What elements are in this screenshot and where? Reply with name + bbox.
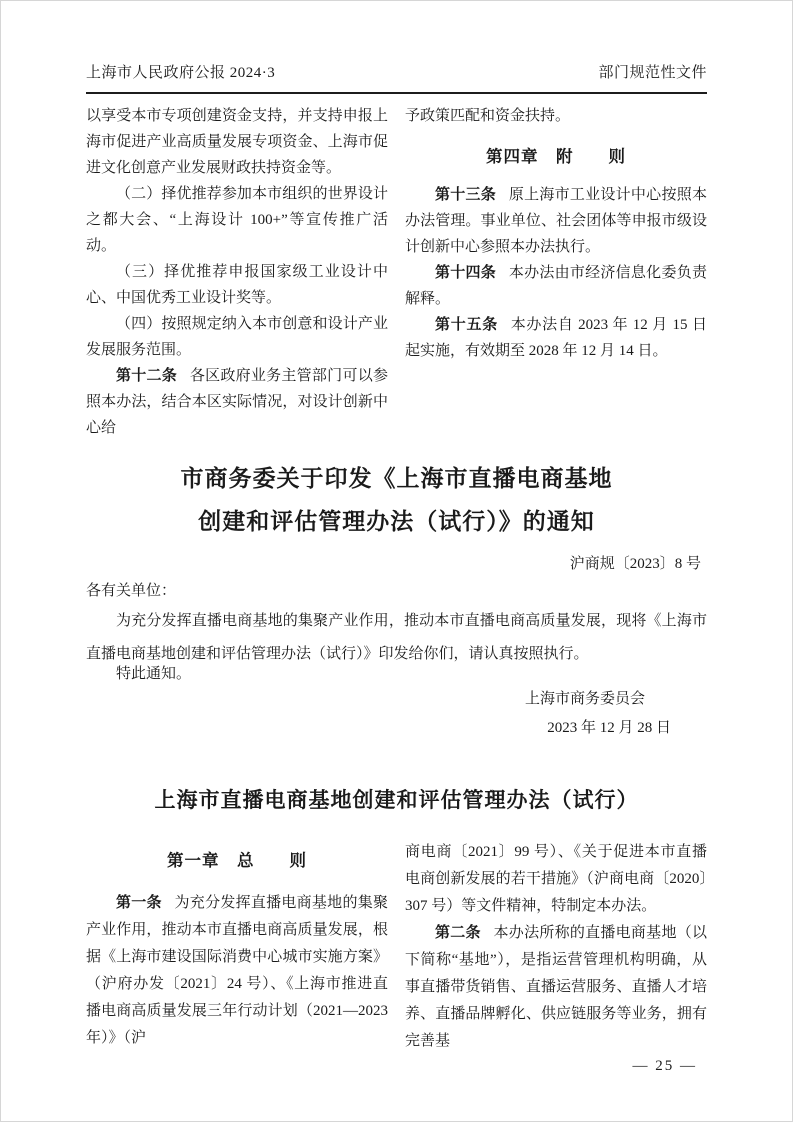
article-text: 本办法所称的直播电商基地（以下简称“基地”），是指运营管理机构明确，从事直播带货销售、直播运营服务、直播人才培养、直播品牌孵化、供应链服务等业务，拥有完善基 <box>405 925 707 1049</box>
paragraph: 商电商〔2021〕99 号）、《关于促进本市直播电商创新发展的若干措施》（沪商电商〔2020〕307 号）等文件精神，特制定本办法。 <box>405 844 707 914</box>
paragraph <box>86 890 388 1052</box>
page-header <box>86 61 707 94</box>
right-column <box>405 103 707 441</box>
paragraph: （二）择优推荐参加本市组织的世界设计之都大会、“上海设计 100+”等宣传推广活动。 <box>86 186 388 254</box>
paragraph: 以享受本市专项创建资金支持，并支持申报上海市促进产业高质量发展专项资金、上海市促进文化创意产业发展财政扶持资金等。 <box>86 108 388 176</box>
salutation: 各有关单位： <box>86 583 177 599</box>
notice-title <box>86 457 707 543</box>
paragraph <box>405 312 707 364</box>
left-column <box>86 839 388 1075</box>
paragraph <box>405 182 707 260</box>
article-number: 第一条 <box>116 895 162 911</box>
signer-name: 上海市商务委员会 <box>524 691 645 707</box>
article-number: 第二条 <box>435 925 481 941</box>
paragraph <box>86 363 388 441</box>
left-column <box>86 103 388 441</box>
article-text: 本办法自 2023 年 12 月 15 日起实施，有效期至 2028 年 12 月 14 日。 <box>405 317 707 359</box>
article-number: 第十四条 <box>435 265 497 281</box>
article-text: 各区政府业务主管部门可以参照本办法，结合本区实际情况，对设计创新中心给 <box>86 368 388 436</box>
measures-title: 上海市直播电商基地创建和评估管理办法（试行） <box>154 789 639 812</box>
article-number: 第十二条 <box>116 368 178 384</box>
paragraph: （四）按照规定纳入本市创意和设计产业发展服务范围。 <box>86 316 388 358</box>
notice-title-line2: 创建和评估管理办法（试行）》的通知 <box>198 508 595 534</box>
article-text: 为充分发挥直播电商基地的集聚产业作用，推动本市直播电商高质量发展，根据《上海市建设国际消费中心城市实施方案》（沪府办发〔2021〕24 号）、《上海市推进直播电商高质量发展三年行动计划（2021—2023 年）》（沪 <box>86 895 388 1046</box>
previous-article-continuation <box>86 103 707 441</box>
measures-body <box>86 839 707 1075</box>
paragraph: （三）择优推荐申报国家级工业设计中心、中国优秀工业设计奖等。 <box>86 264 388 306</box>
paragraph <box>405 260 707 312</box>
header-publication-title: 上海市人民政府公报 2024·3 <box>86 65 276 81</box>
signature-date: 2023 年 12 月 28 日 <box>547 720 671 736</box>
page-number: — 25 — <box>632 1058 697 1074</box>
closing-line: 特此通知。 <box>116 666 192 682</box>
chapter-heading: 第一章 总 则 <box>167 851 307 870</box>
notice-body: 为充分发挥直播电商基地的集聚产业作用，推动本市直播电商高质量发展，现将《上海市直播电商基地创建和评估管理办法（试行）》印发给你们，请认真按照执行。 <box>86 613 707 662</box>
paragraph <box>405 920 707 1055</box>
article-text: 本办法由市经济信息化委负责解释。 <box>405 265 707 307</box>
chapter-heading: 第四章 附 则 <box>486 147 626 166</box>
article-number: 第十五条 <box>435 317 498 333</box>
article-number: 第十三条 <box>435 187 497 203</box>
notice-title-line1: 市商务委关于印发《上海市直播电商基地 <box>180 465 613 491</box>
right-column <box>405 839 707 1075</box>
document-number: 沪商规〔2023〕8 号 <box>569 556 701 572</box>
paragraph: 予政策匹配和资金扶持。 <box>405 108 571 124</box>
header-section-label: 部门规范性文件 <box>598 65 707 81</box>
article-text: 原上海市工业设计中心按照本办法管理。事业单位、社会团体等申报市级设计创新中心参照本办法执行。 <box>405 187 707 255</box>
